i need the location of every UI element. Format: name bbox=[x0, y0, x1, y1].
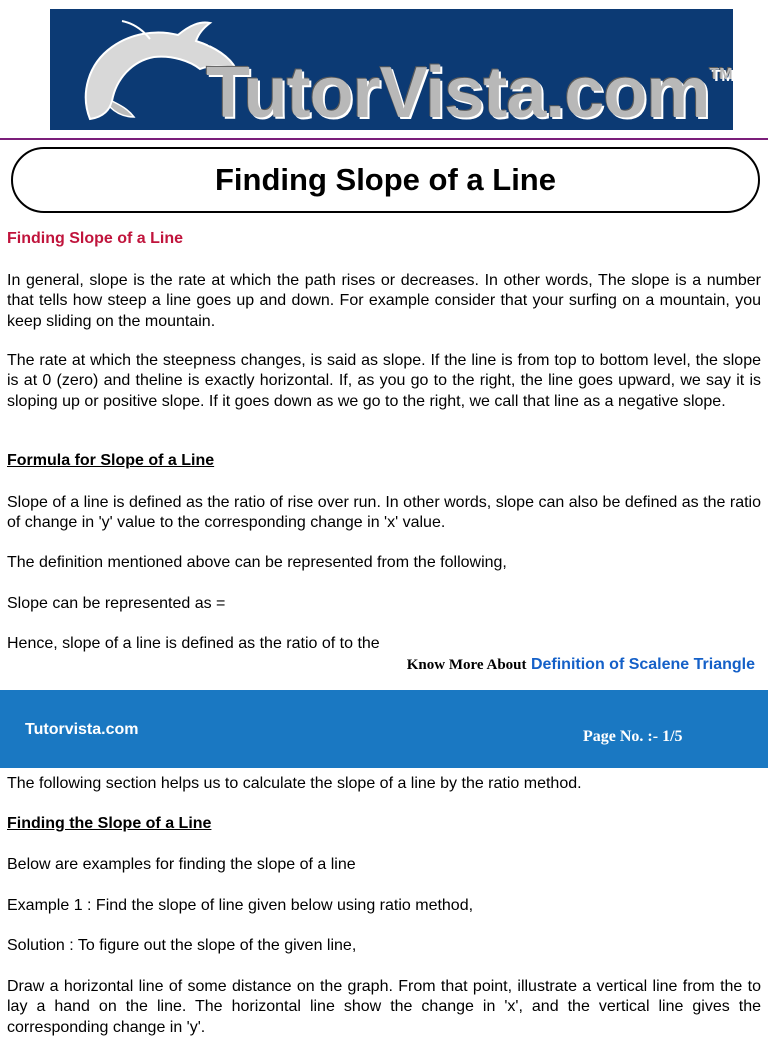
know-more bbox=[407, 656, 755, 674]
trademark: TM bbox=[709, 66, 733, 83]
heading-finding: Finding the Slope of a Line bbox=[7, 815, 212, 832]
header-divider bbox=[0, 138, 768, 140]
know-more-link[interactable]: Definition of Scalene Triangle bbox=[530, 656, 755, 673]
tutorvista-logo bbox=[50, 9, 733, 130]
paragraph-formula: Slope of a line is defined as the ratio of rise over run. In other words, slope can also be defined as the ratio of change in 'y' value to the corresponding change in 'x' value. bbox=[7, 494, 761, 532]
paragraph-solution: Solution : To figure out the slope of the given line, bbox=[7, 937, 357, 954]
paragraph-definition: The definition mentioned above can be represented from the following, bbox=[7, 554, 507, 571]
footer-site: Tutorvista.com bbox=[25, 721, 139, 738]
paragraph-ratio: Hence, slope of a line is defined as the ratio of to the bbox=[7, 635, 380, 652]
know-more-label: Know More About bbox=[406, 657, 527, 673]
page-title: Finding Slope of a Line bbox=[215, 162, 556, 197]
page-footer bbox=[0, 690, 768, 768]
paragraph-representation: Slope can be represented as = bbox=[7, 595, 226, 612]
paragraph-examples: Below are examples for finding the slope of a line bbox=[7, 856, 356, 873]
page-number: Page No. :- 1/5 bbox=[583, 728, 683, 745]
paragraph-draw: Draw a horizontal line of some distance on the graph. From that point, illustrate a vertical line from the to lay a hand on the line. The horizontal line show the change in 'x', and the vertical line gives the corresponding change in 'y'. bbox=[7, 978, 761, 1036]
section-title: Finding Slope of a Line bbox=[7, 230, 183, 247]
heading-formula: Formula for Slope of a Line bbox=[7, 452, 215, 469]
paragraph-example-1: Example 1 : Find the slope of line given below using ratio method, bbox=[7, 897, 474, 914]
paragraph-steepness: The rate at which the steepness changes, is said as slope. If the line is from top to bottom level, the slope is at 0 (zero) and theline is exactly horizontal. If, as you go to the right, the line goes upward, we say it is sloping up or positive slope. If it goes down as we go to the right, we call that line as a negative slope. bbox=[7, 352, 761, 410]
paragraph-section-intro: The following section helps us to calculate the slope of a line by the ratio method. bbox=[7, 775, 582, 792]
paragraph-intro: In general, slope is the rate at which the path rises or decreases. In other words, The slope is a number that tells how steep a line goes up and down. For example consider that your surfing on a mountain, you keep sliding on the mountain. bbox=[7, 272, 761, 330]
logo-text: TutorVista.com™ bbox=[206, 53, 733, 130]
title-box bbox=[11, 147, 760, 213]
